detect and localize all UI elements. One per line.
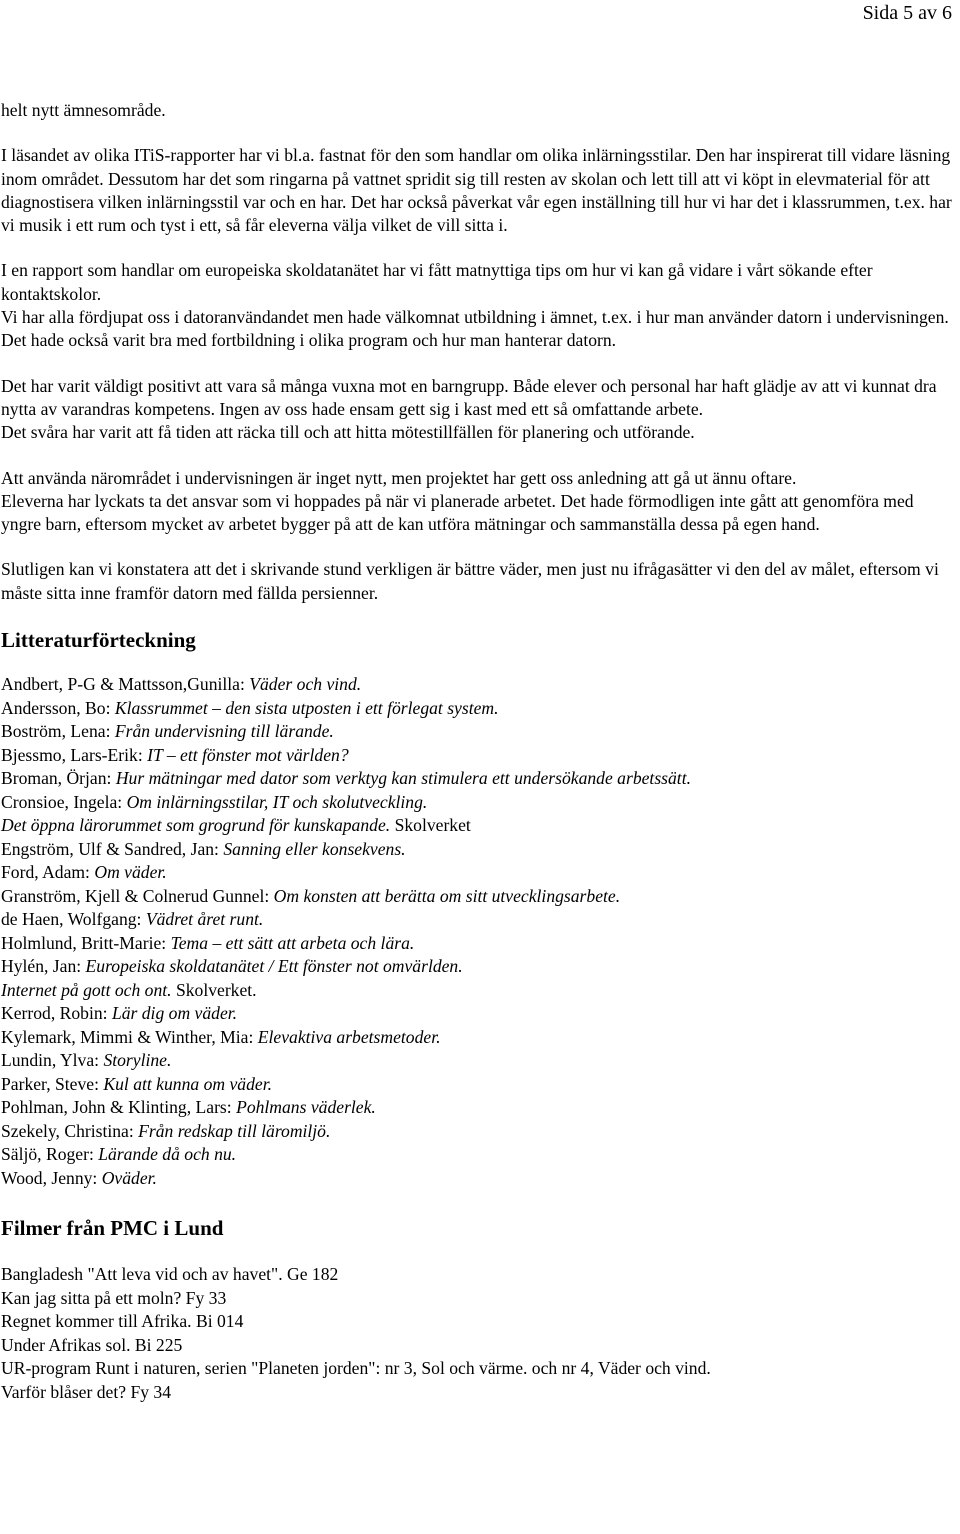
film-entry: Varför blåser det? Fy 34 (1, 1381, 172, 1402)
literature-list (1, 673, 956, 1190)
literature-entry: de Haen, Wolfgang: Vädret året runt. (1, 909, 264, 930)
paragraph: Det svåra har varit att få tiden att räcka till och att hitta mötestillfällen för planering och utförande. (1, 422, 695, 443)
literature-entry: Andersson, Bo: Klassrummet – den sista utposten i ett förlegat system. (1, 697, 499, 718)
literature-entry: Internet på gott och ont. Skolverket. (1, 979, 257, 1000)
paragraph: I en rapport som handlar om europeiska skoldatanätet har vi fått matnyttiga tips om hur vi kan gå vidare i vårt sökande efter kontaktskolor. (1, 260, 873, 304)
literature-entry: Det öppna lärorummet som grogrund för kunskapande. Skolverket (1, 815, 471, 836)
film-entry: Regnet kommer till Afrika. Bi 014 (1, 1311, 244, 1332)
literature-entry: Kylemark, Mimmi & Winther, Mia: Elevaktiva arbetsmetoder. (1, 1026, 441, 1047)
literature-entry: Broman, Örjan: Hur mätningar med dator som verktyg kan stimulera ett undersökande arbetssätt. (1, 768, 691, 789)
paragraph: Det har varit väldigt positivt att vara så många vuxna mot en barngrupp. Både elever och personal har haft glädje av att vi kunnat dra nytta av varandras kompetens. Ingen av oss hade ensam gett sig i kast med ett så omfattande arbete. (1, 375, 937, 419)
literature-entry: Lundin, Ylva: Storyline. (1, 1050, 172, 1071)
literature-entry: Säljö, Roger: Lärande då och nu. (1, 1144, 237, 1165)
literature-entry: Andbert, P-G & Mattsson,Gunilla: Väder och vind. (1, 674, 362, 695)
literature-entry: Holmlund, Britt-Marie: Tema – ett sätt att arbeta och lära. (1, 932, 415, 953)
literature-entry: Kerrod, Robin: Lär dig om väder. (1, 1003, 238, 1024)
literature-entry: Cronsioe, Ingela: Om inlärningsstilar, IT och skolutveckling. (1, 791, 428, 812)
document-body (1, 99, 956, 1404)
paragraph: I läsandet av olika ITiS-rapporter har vi bl.a. fastnat för den som handlar om olika inlärningsstilar. Den har inspirerat till vidare läsning inom området. Dessutom har det som ringarna på vattnet spridit sig till resten av skolan och lett till att vi köpt in elevmaterial för att diagnostisera vilken inlärningsstil var och en har. Det har också påverkat vår egen inställning till hur vi har det i klassrummen, t.ex. har vi musik i ett rum och tyst i ett, så får eleverna välja vilket de vill sitta i. (1, 145, 952, 236)
page-number: Sida 5 av 6 (862, 2, 952, 24)
film-entry: Kan jag sitta på ett moln? Fy 33 (1, 1287, 227, 1308)
paragraph: Eleverna har lyckats ta det ansvar som vi hoppades på när vi planerade arbetet. Det hade förmodligen inte gått att genomföra med yngre barn, eftersom mycket av arbetet bygger på att de kan utföra mätningar och sammanställa dessa på egen hand. (1, 490, 914, 535)
film-entry: Bangladesh "Att leva vid och av havet". Ge 182 (1, 1264, 339, 1285)
paragraph: helt nytt ämnesområde. (1, 100, 166, 120)
films-list (1, 1263, 956, 1404)
literature-entry: Wood, Jenny: Oväder. (1, 1167, 157, 1188)
paragraph: Slutligen kan vi konstatera att det i skrivande stund verkligen är bättre väder, men just nu ifrågasätter vi den del av målet, eftersom vi måste sitta inne framför datorn med fällda persienner. (1, 559, 939, 603)
film-entry: Under Afrikas sol. Bi 225 (1, 1334, 183, 1355)
literature-entry: Bjessmo, Lars-Erik: IT – ett fönster mot världen? (1, 744, 349, 765)
literature-entry: Granström, Kjell & Colnerud Gunnel: Om konsten att berätta om sitt utvecklingsarbete. (1, 885, 621, 906)
literature-entry: Ford, Adam: Om väder. (1, 862, 167, 883)
film-entry: UR-program Runt i naturen, serien "Planeten jorden": nr 3, Sol och värme. och nr 4, Väder och vind. (1, 1358, 711, 1379)
literature-heading: Litteraturförteckning (1, 628, 196, 653)
paragraph: Att använda närområdet i undervisningen är inget nytt, men projektet har gett oss anledning att gå ut ännu oftare. (1, 467, 797, 488)
literature-entry: Parker, Steve: Kul att kunna om väder. (1, 1073, 272, 1094)
literature-entry: Szekely, Christina: Från redskap till läromiljö. (1, 1120, 331, 1141)
literature-entry: Engström, Ulf & Sandred, Jan: Sanning eller konsekvens. (1, 838, 406, 859)
literature-entry: Hylén, Jan: Europeiska skoldatanätet / Ett fönster not omvärlden. (1, 956, 463, 977)
films-heading: Filmer från PMC i Lund (1, 1216, 224, 1241)
literature-entry: Pohlman, John & Klinting, Lars: Pohlmans väderlek. (1, 1097, 376, 1118)
paragraph: Vi har alla fördjupat oss i datoranvändandet men hade välkomnat utbildning i ämnet, t.ex. i hur man använder datorn i undervisningen. Det hade också varit bra med fortbildning i olika program och hur man hanterar datorn. (1, 307, 949, 351)
literature-entry: Boström, Lena: Från undervisning till lärande. (1, 721, 334, 742)
